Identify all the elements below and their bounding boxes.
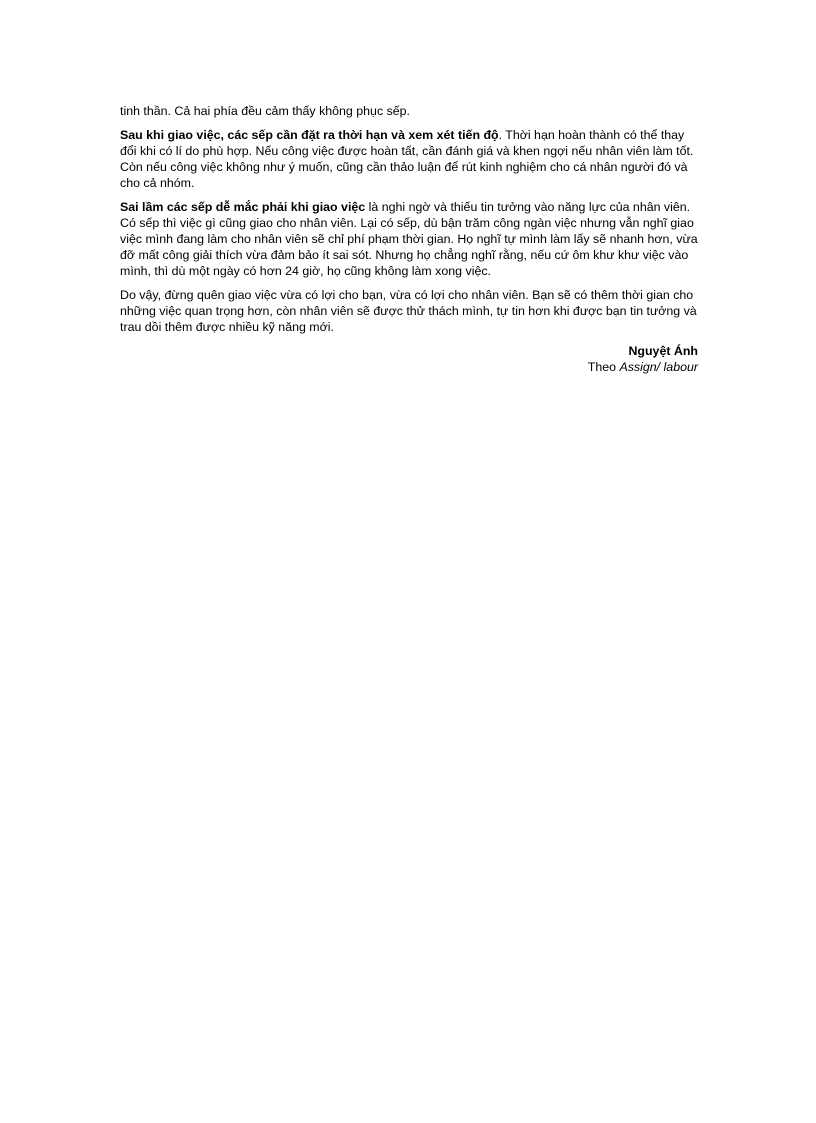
paragraph-text: . Thời hạn hoàn thành có thể thay đổi khi có lí do phù hợp. Nếu công việc được hoàn tất, cần đánh giá và khen ngợi nếu nhân viên làm tốt. Còn nếu công việc không như ý muốn, cũng cần thảo luận để rút kinh nghiệm cho cá nhân người đó và cho cả nhóm. — [120, 128, 694, 190]
paragraph-lead-bold: Sau khi giao việc, các sếp cần đặt ra thời hạn và xem xét tiến độ — [120, 128, 499, 142]
paragraph-text: Do vậy, đừng quên giao việc vừa có lợi cho bạn, vừa có lợi cho nhân viên. Bạn sẽ có thêm thời gian cho những việc quan trọng hơn, còn nhân viên sẽ được thử thách mình, tự tin hơn khi được bạn tin tưởng và trau dồi thêm được nhiều kỹ năng mới. — [120, 288, 697, 334]
paragraph-conclusion — [120, 287, 698, 335]
author-name: Nguyệt Ánh — [628, 344, 698, 358]
signature-block — [120, 343, 698, 375]
paragraph-lead-bold: Sai lầm các sếp dễ mắc phải khi giao việc — [120, 200, 366, 214]
source-line — [120, 359, 698, 375]
paragraph-text: là nghi ngờ và thiếu tin tưởng vào năng lực của nhân viên. Có sếp thì việc gì cũng giao cho nhân viên. Lại có sếp, dù bận trăm công ngàn việc nhưng vẫn nghĩ giao việc mình đang làm cho nhân viên sẽ chỉ phí phạm thời gian. Họ nghĩ tự mình làm lấy sẽ nhanh hơn, vừa đỡ mất công giải thích vừa đảm bảo ít sai sót. Nhưng họ chẳng nghĩ rằng, nếu cứ ôm khư khư việc vào mình, thì dù một ngày có hơn 24 giờ, họ cũng không làm xong việc. — [120, 200, 698, 278]
paragraph-mistakes — [120, 199, 698, 279]
document-page — [120, 103, 698, 375]
paragraph-deadline — [120, 127, 698, 191]
source-name: Assign/ labour — [619, 360, 698, 374]
paragraph-continuation — [120, 103, 698, 119]
paragraph-text: tinh thần. Cả hai phía đều cảm thấy không phục sếp. — [120, 104, 411, 118]
source-prefix: Theo — [587, 360, 620, 374]
